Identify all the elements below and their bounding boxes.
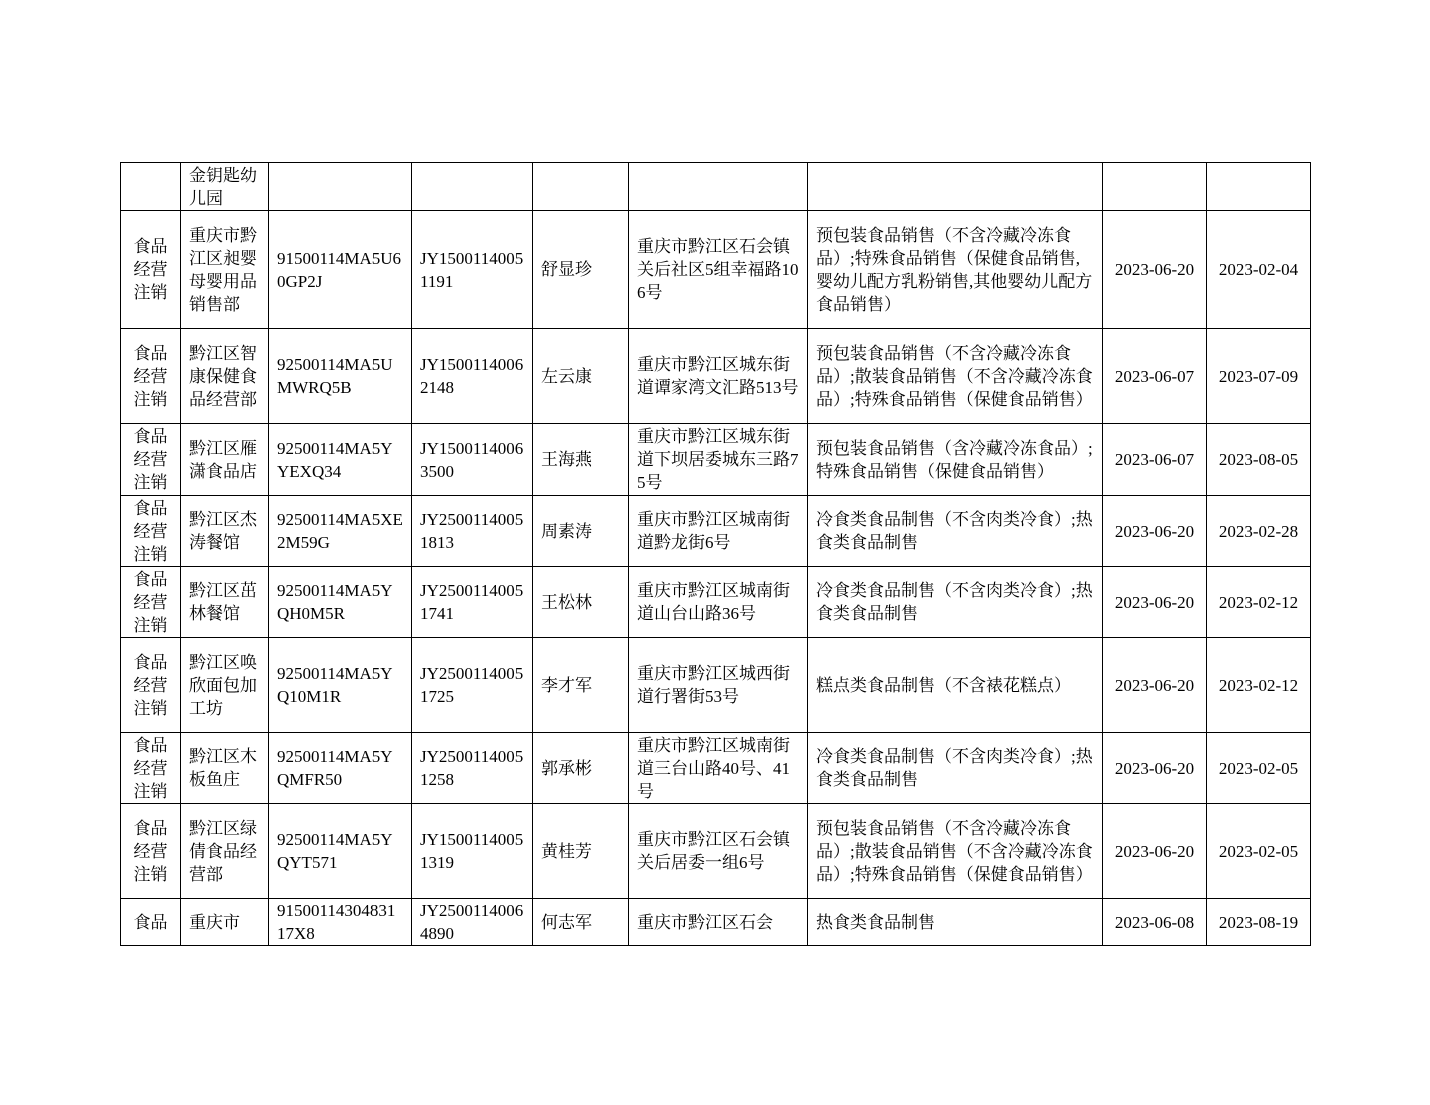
cell-license-no: JY15001140062148 bbox=[412, 329, 533, 424]
cell-credit-code: 92500114MA5YQH0M5R bbox=[269, 567, 412, 638]
cell-scope: 预包装食品销售（不含冷藏冷冻食品）;特殊食品销售（保健食品销售,婴幼儿配方乳粉销售,其他婴幼儿配方食品销售） bbox=[808, 211, 1103, 329]
cell-credit-code bbox=[269, 163, 412, 211]
cell-cancel-date: 2023-06-20 bbox=[1103, 211, 1207, 329]
cell-scope: 糕点类食品制售（不含裱花糕点） bbox=[808, 638, 1103, 733]
cell-expiry-date: 2023-08-19 bbox=[1207, 899, 1311, 946]
cell-legal-rep: 李才军 bbox=[533, 638, 629, 733]
cell-scope: 预包装食品销售（含冷藏冷冻食品）;特殊食品销售（保健食品销售） bbox=[808, 424, 1103, 496]
cell-legal-rep: 王海燕 bbox=[533, 424, 629, 496]
table-row bbox=[121, 211, 1311, 329]
table-row bbox=[121, 424, 1311, 496]
cell-cancel-date: 2023-06-20 bbox=[1103, 496, 1207, 567]
cell-credit-code: 92500114MA5YQ10M1R bbox=[269, 638, 412, 733]
cell-credit-code: 91500114MA5U60GP2J bbox=[269, 211, 412, 329]
table-row bbox=[121, 163, 1311, 211]
cell-type: 食品经营注销 bbox=[121, 329, 181, 424]
cell-scope: 热食类食品制售 bbox=[808, 899, 1103, 946]
cell-expiry-date: 2023-02-05 bbox=[1207, 804, 1311, 899]
table-row bbox=[121, 899, 1311, 946]
cell-name: 黔江区茁林餐馆 bbox=[181, 567, 269, 638]
cell-type bbox=[121, 163, 181, 211]
cell-type: 食品经营注销 bbox=[121, 211, 181, 329]
table-row bbox=[121, 733, 1311, 804]
cell-expiry-date: 2023-02-12 bbox=[1207, 638, 1311, 733]
cell-cancel-date: 2023-06-20 bbox=[1103, 804, 1207, 899]
cell-name: 黔江区雁潇食品店 bbox=[181, 424, 269, 496]
cell-legal-rep: 舒显珍 bbox=[533, 211, 629, 329]
cell-legal-rep: 郭承彬 bbox=[533, 733, 629, 804]
cell-address: 重庆市黔江区石会镇关后社区5组幸福路106号 bbox=[629, 211, 808, 329]
cell-address: 重庆市黔江区城南街道山台山路36号 bbox=[629, 567, 808, 638]
cell-type: 食品经营注销 bbox=[121, 638, 181, 733]
cell-scope: 预包装食品销售（不含冷藏冷冻食品）;散装食品销售（不含冷藏冷冻食品）;特殊食品销售（保健食品销售） bbox=[808, 804, 1103, 899]
cell-type: 食品经营注销 bbox=[121, 496, 181, 567]
cell-scope: 冷食类食品制售（不含肉类冷食）;热食类食品制售 bbox=[808, 496, 1103, 567]
cell-license-no: JY25001140064890 bbox=[412, 899, 533, 946]
cell-scope bbox=[808, 163, 1103, 211]
cell-cancel-date: 2023-06-20 bbox=[1103, 567, 1207, 638]
cell-type: 食品经营注销 bbox=[121, 733, 181, 804]
cell-type: 食品经营注销 bbox=[121, 804, 181, 899]
cell-type: 食品经营注销 bbox=[121, 424, 181, 496]
cell-license-no: JY25001140051813 bbox=[412, 496, 533, 567]
table-row bbox=[121, 567, 1311, 638]
cell-license-no: JY25001140051741 bbox=[412, 567, 533, 638]
cell-cancel-date: 2023-06-20 bbox=[1103, 733, 1207, 804]
table-row bbox=[121, 496, 1311, 567]
cell-type: 食品 bbox=[121, 899, 181, 946]
cell-address: 重庆市黔江区城东街道谭家湾文汇路513号 bbox=[629, 329, 808, 424]
cell-license-no bbox=[412, 163, 533, 211]
cell-expiry-date bbox=[1207, 163, 1311, 211]
cell-legal-rep: 黄桂芳 bbox=[533, 804, 629, 899]
cell-address: 重庆市黔江区石会 bbox=[629, 899, 808, 946]
cell-address: 重庆市黔江区城东街道下坝居委城东三路75号 bbox=[629, 424, 808, 496]
cell-name: 黔江区杰涛餐馆 bbox=[181, 496, 269, 567]
cell-license-no: JY15001140051191 bbox=[412, 211, 533, 329]
cancellation-table bbox=[120, 162, 1311, 946]
cell-scope: 冷食类食品制售（不含肉类冷食）;热食类食品制售 bbox=[808, 567, 1103, 638]
cell-credit-code: 92500114MA5UMWRQ5B bbox=[269, 329, 412, 424]
cell-address: 重庆市黔江区城南街道三台山路40号、41号 bbox=[629, 733, 808, 804]
cell-cancel-date bbox=[1103, 163, 1207, 211]
cell-expiry-date: 2023-02-12 bbox=[1207, 567, 1311, 638]
cell-legal-rep bbox=[533, 163, 629, 211]
cell-address: 重庆市黔江区石会镇关后居委一组6号 bbox=[629, 804, 808, 899]
cell-type: 食品经营注销 bbox=[121, 567, 181, 638]
cell-name: 黔江区唤欣面包加工坊 bbox=[181, 638, 269, 733]
table-row bbox=[121, 638, 1311, 733]
cell-name: 黔江区绿倩食品经营部 bbox=[181, 804, 269, 899]
cell-expiry-date: 2023-02-28 bbox=[1207, 496, 1311, 567]
cell-expiry-date: 2023-07-09 bbox=[1207, 329, 1311, 424]
cell-legal-rep: 王松林 bbox=[533, 567, 629, 638]
cell-license-no: JY25001140051258 bbox=[412, 733, 533, 804]
cell-legal-rep: 何志军 bbox=[533, 899, 629, 946]
cell-scope: 冷食类食品制售（不含肉类冷食）;热食类食品制售 bbox=[808, 733, 1103, 804]
cell-legal-rep: 周素涛 bbox=[533, 496, 629, 567]
cell-cancel-date: 2023-06-08 bbox=[1103, 899, 1207, 946]
cell-license-no: JY15001140063500 bbox=[412, 424, 533, 496]
cell-credit-code: 92500114MA5YQYT571 bbox=[269, 804, 412, 899]
cell-address: 重庆市黔江区城南街道黔龙街6号 bbox=[629, 496, 808, 567]
cell-credit-code: 92500114MA5XE2M59G bbox=[269, 496, 412, 567]
cell-cancel-date: 2023-06-20 bbox=[1103, 638, 1207, 733]
cell-credit-code: 9150011430483117X8 bbox=[269, 899, 412, 946]
cell-cancel-date: 2023-06-07 bbox=[1103, 424, 1207, 496]
cell-expiry-date: 2023-02-05 bbox=[1207, 733, 1311, 804]
table-row bbox=[121, 329, 1311, 424]
cell-cancel-date: 2023-06-07 bbox=[1103, 329, 1207, 424]
cell-legal-rep: 左云康 bbox=[533, 329, 629, 424]
cell-credit-code: 92500114MA5YQMFR50 bbox=[269, 733, 412, 804]
table-row bbox=[121, 804, 1311, 899]
cell-scope: 预包装食品销售（不含冷藏冷冻食品）;散装食品销售（不含冷藏冷冻食品）;特殊食品销售（保健食品销售） bbox=[808, 329, 1103, 424]
cell-name: 黔江区木板鱼庄 bbox=[181, 733, 269, 804]
cell-license-no: JY25001140051725 bbox=[412, 638, 533, 733]
table-body bbox=[121, 163, 1311, 946]
cell-credit-code: 92500114MA5YYEXQ34 bbox=[269, 424, 412, 496]
cell-name: 重庆市 bbox=[181, 899, 269, 946]
cell-name: 金钥匙幼儿园 bbox=[181, 163, 269, 211]
cell-expiry-date: 2023-08-05 bbox=[1207, 424, 1311, 496]
cell-license-no: JY15001140051319 bbox=[412, 804, 533, 899]
cell-expiry-date: 2023-02-04 bbox=[1207, 211, 1311, 329]
cell-name: 黔江区智康保健食品经营部 bbox=[181, 329, 269, 424]
cell-address: 重庆市黔江区城西街道行署街53号 bbox=[629, 638, 808, 733]
cell-address bbox=[629, 163, 808, 211]
cell-name: 重庆市黔江区昶婴母婴用品销售部 bbox=[181, 211, 269, 329]
